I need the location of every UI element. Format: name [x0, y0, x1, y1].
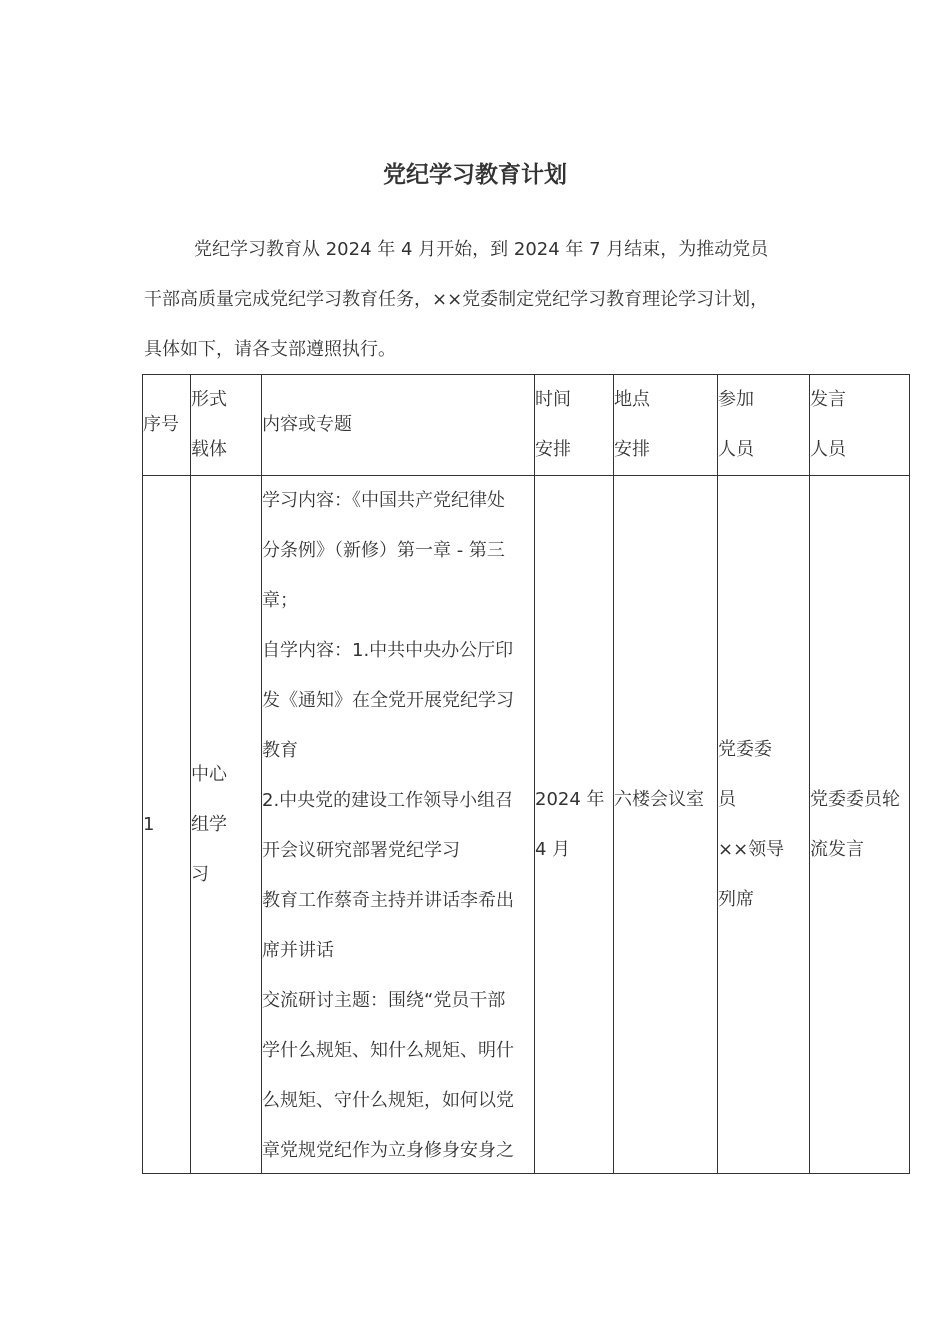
- intro-line: 党纪学习教育从 2024 年 4 月开始，到 2024 年 7 月结束，为推动党员: [194, 239, 769, 260]
- header-text: 安排: [614, 439, 650, 460]
- header-text: 载体: [191, 439, 227, 460]
- intro-line: 干部高质量完成党纪学习教育任务，××党委制定党纪学习教育理论学习计划，: [144, 289, 769, 310]
- cell-text: 开会议研究部署党纪学习: [262, 840, 460, 861]
- cell-text: 员: [718, 788, 736, 810]
- cell-place: [614, 476, 718, 1174]
- header-text: 序号: [143, 414, 179, 435]
- header-place: [614, 375, 718, 476]
- intro-paragraph: [144, 225, 824, 375]
- content-lines: [262, 476, 534, 1173]
- cell-text: 4 月: [535, 838, 571, 860]
- header-text: 人员: [810, 439, 846, 460]
- header-time: [535, 375, 614, 476]
- cell-text: 章；: [262, 590, 298, 611]
- cell-text: 发《通知》在全党开展党纪学习: [262, 690, 514, 711]
- cell-speakers: [810, 476, 910, 1174]
- cell-text: 党委委员轮: [810, 788, 900, 810]
- cell-form: [191, 476, 262, 1174]
- cell-text: 组学: [191, 813, 227, 835]
- cell-text: 交流研讨主题：围绕“党员干部: [262, 990, 506, 1011]
- cell-text: 2.中央党的建设工作领导小组召: [262, 790, 514, 811]
- cell-text: 自学内容：1.中共中央办公厅印: [262, 640, 514, 661]
- cell-index: [143, 476, 191, 1174]
- header-text: 地点: [614, 389, 650, 410]
- header-text: 形式: [191, 389, 227, 410]
- table-header-row: [143, 375, 910, 476]
- cell-spacer: [614, 825, 717, 875]
- cell-text: 2024 年: [535, 788, 605, 810]
- header-text: 参加: [718, 389, 754, 410]
- cell-time: [535, 476, 614, 1174]
- cell-text: ××领导: [718, 838, 785, 860]
- document-title: 党纪学习教育计划: [383, 162, 567, 188]
- table-row: [143, 476, 910, 1174]
- header-text: 安排: [535, 439, 571, 460]
- cell-content: [262, 476, 535, 1174]
- header-text: 时间: [535, 389, 571, 410]
- header-index: [143, 375, 191, 476]
- header-content: [262, 375, 535, 476]
- cell-text: 中心: [191, 763, 227, 785]
- cell-text: 1: [143, 813, 155, 835]
- header-form: [191, 375, 262, 476]
- cell-text: 席并讲话: [262, 940, 334, 961]
- cell-text: 分条例》（新修）第一章 - 第三: [262, 540, 505, 561]
- header-participants: [718, 375, 810, 476]
- cell-text: 六楼会议室: [614, 788, 704, 810]
- header-text: 内容或专题: [262, 414, 352, 435]
- cell-text: 列席: [718, 888, 754, 910]
- cell-text: 章党规党纪作为立身修身安身之: [262, 1140, 514, 1161]
- cell-text: 学什么规矩、知什么规矩、明什: [262, 1040, 514, 1061]
- cell-text: 党委委: [718, 738, 772, 760]
- cell-text: 教育: [262, 740, 298, 761]
- header-text: 发言: [810, 389, 846, 410]
- intro-line: 具体如下，请各支部遵照执行。: [144, 339, 396, 360]
- cell-text: 流发言: [810, 838, 864, 860]
- cell-text: 教育工作蔡奇主持并讲话李希出: [262, 890, 514, 911]
- header-speakers: [810, 375, 910, 476]
- cell-text: 学习内容：《中国共产党纪律处: [262, 490, 505, 511]
- cell-text: 么规矩、守什么规矩，如何以党: [262, 1090, 514, 1111]
- cell-participants: [718, 476, 810, 1174]
- header-text: 人员: [718, 439, 754, 460]
- cell-text: 习: [191, 863, 209, 885]
- study-plan-table: [142, 374, 910, 1174]
